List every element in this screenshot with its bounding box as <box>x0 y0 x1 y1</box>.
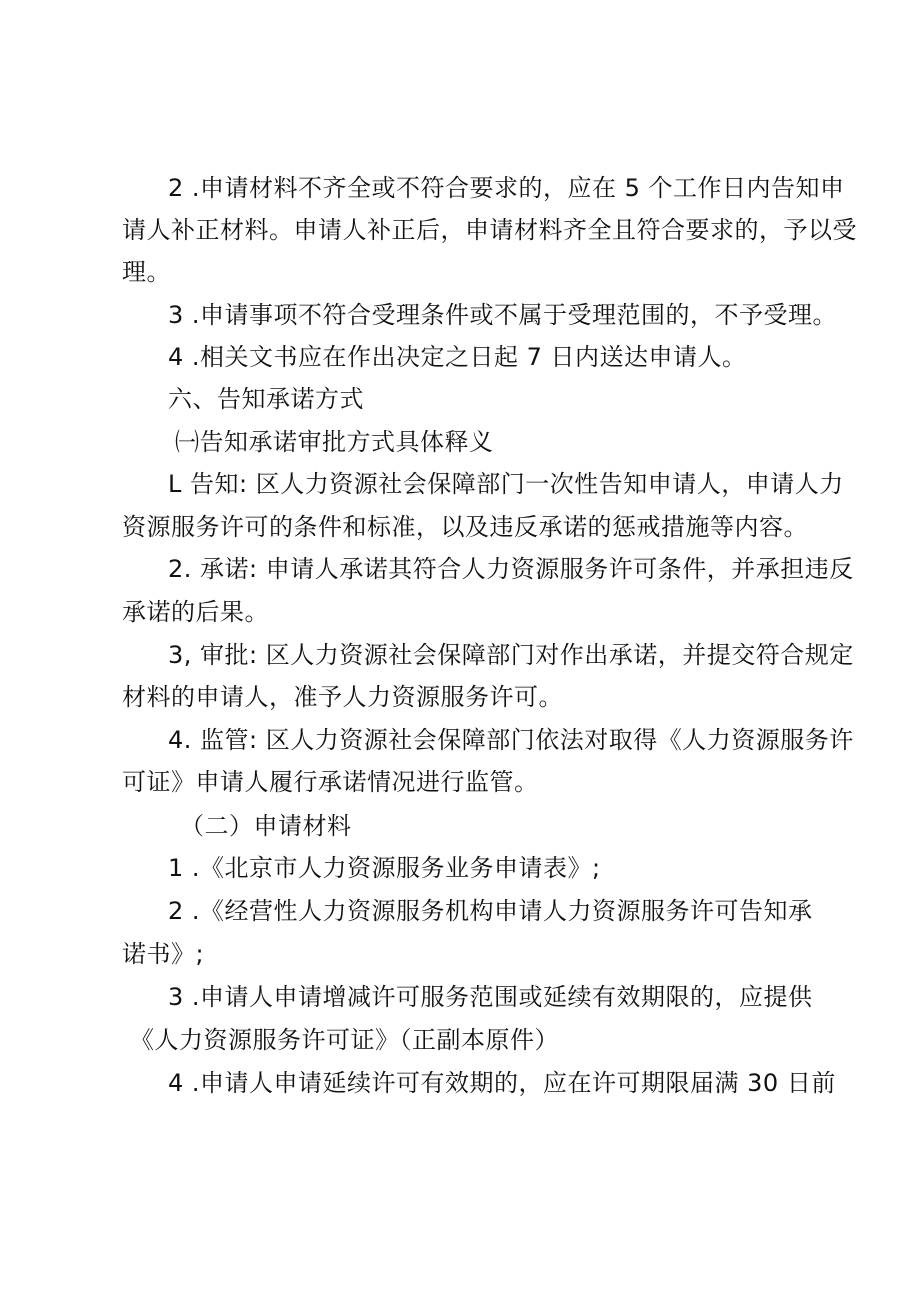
list-item-line: 《人力资源服务许可证》（正副本原件） <box>130 1026 559 1054</box>
paragraph-line: 理。 <box>122 258 171 286</box>
paragraph-line: 4. 监管: 区人力资源社会保障部门依法对取得《人力资源服务许 <box>168 726 854 754</box>
paragraph-line: 3, 审批: 区人力资源社会保障部门对作出承诺，并提交符合规定 <box>168 641 854 669</box>
section-heading: 六、告知承诺方式 <box>168 385 364 413</box>
paragraph-line: 3 .申请事项不符合受理条件或不属于受理范围的，不予受理。 <box>168 301 838 329</box>
list-item-line: 诺书》; <box>122 940 205 968</box>
paragraph-line: 请人补正材料。申请人补正后，申请材料齐全且符合要求的，予以受 <box>122 216 857 244</box>
list-item-line: 1 .《北京市人力资源服务业务申请表》; <box>168 854 601 882</box>
paragraph-line: 2 .申请材料不齐全或不符合要求的，应在 5 个工作日内告知申 <box>168 174 845 202</box>
paragraph-line: L 告知: 区人力资源社会保障部门一次性告知申请人，申请人力 <box>168 470 844 498</box>
paragraph-line: 资源服务许可的条件和标准，以及违反承诺的惩戒措施等内容。 <box>122 513 808 541</box>
paragraph-line: 可证》申请人履行承诺情况进行监管。 <box>122 768 539 796</box>
list-item-line: 3 .申请人申请增减许可服务范围或延续有效期限的，应提供 <box>168 983 813 1011</box>
subsection-heading: ㈠告知承诺审批方式具体释义 <box>175 428 494 456</box>
list-item-line: 4 .申请人申请延续许可有效期的，应在许可期限届满 30 日前 <box>168 1069 836 1097</box>
paragraph-line: 4 .相关文书应在作出决定之日起 7 日内送达申请人。 <box>168 343 747 371</box>
paragraph-line: 承诺的后果。 <box>122 598 269 626</box>
subsection-heading: （二）申请材料 <box>180 812 352 840</box>
list-item-line: 2 .《经营性人力资源服务机构申请人力资源服务许可告知承 <box>168 897 813 925</box>
paragraph-line: 材料的申请人，准予人力资源服务许可。 <box>122 683 563 711</box>
paragraph-line: 2. 承诺: 申请人承诺其符合人力资源服务许可条件，并承担违反 <box>168 555 854 583</box>
